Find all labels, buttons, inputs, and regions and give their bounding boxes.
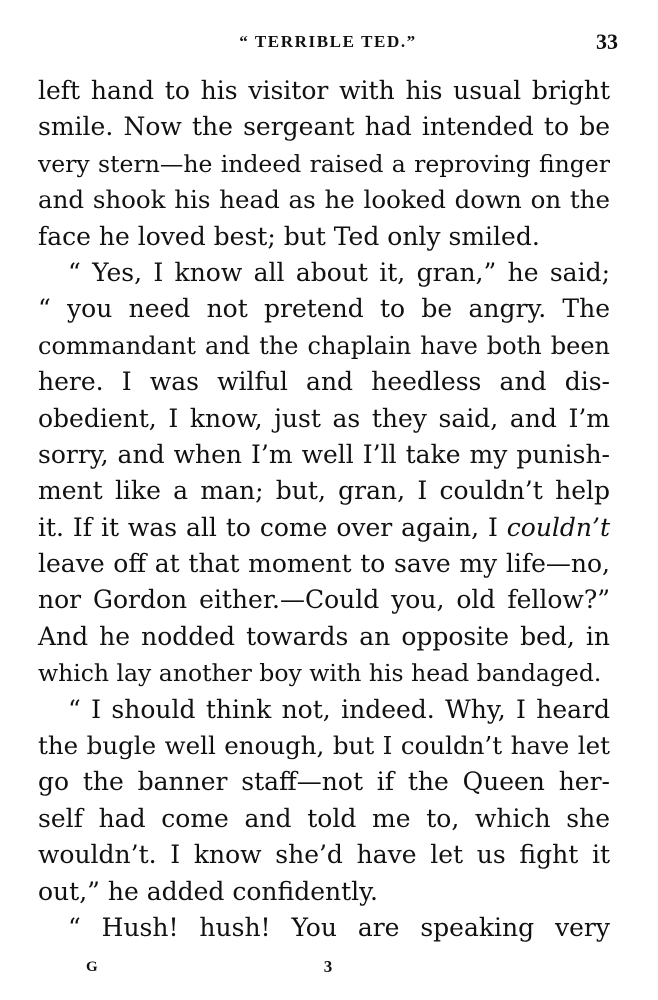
text-line: “ Yes, I know all about it, gran,” he said; — [68, 257, 610, 287]
page-footer — [38, 955, 618, 985]
running-title: “ TERRIBLE TED.” — [239, 32, 417, 51]
text-line: go the banner staff—not if the Queen her- — [38, 767, 610, 797]
page-number: 33 — [596, 29, 618, 54]
text-line: “ I should think not, indeed. Why, I heard — [68, 694, 610, 724]
text-line: self had come and told me to, which she — [38, 803, 610, 833]
text-line: And he nodded towards an opposite bed, in — [38, 621, 610, 651]
text-line: nor Gordon either.—Could you, old fellow?” — [38, 585, 610, 615]
text-line: obedient, I know, just as they said, and I’m — [38, 403, 610, 433]
text-line: commandant and the chaplain have both been — [38, 331, 610, 360]
text-line: leave off at that moment to save my life—no, — [38, 549, 610, 579]
text-line: and shook his head as he looked down on the — [38, 185, 610, 215]
signature-letter: G — [86, 959, 98, 975]
text-line: left hand to his visitor with his usual bright — [38, 76, 610, 105]
text-line: smile. Now the sergeant had intended to be — [38, 112, 610, 142]
text-line: sorry, and when I’m well I’ll take my punish- — [38, 439, 610, 469]
italic-word: couldn’t — [506, 512, 611, 542]
text-line: “ Hush! hush! You are speaking very — [68, 912, 610, 942]
body-text — [38, 73, 610, 946]
text-line: the bugle well enough, but I couldn’t have let — [38, 731, 610, 761]
text-line: very stern—he indeed raised a reproving finger — [38, 149, 610, 178]
page-header — [38, 24, 618, 58]
text-line: out,” he added confidently. — [38, 876, 378, 906]
text-line-with-italic — [38, 510, 610, 546]
text-line: ment like a man; but, gran, I couldn’t help — [38, 476, 610, 506]
signature-number: 3 — [323, 957, 333, 976]
text-line: which lay another boy with his head bandaged. — [38, 659, 602, 688]
text-line: here. I was wilful and heedless and dis- — [38, 367, 610, 397]
text-line: face he loved best; but Ted only smiled. — [38, 221, 540, 251]
text-line: “ you need not pretend to be angry. The — [38, 294, 610, 324]
text-segment: it. If it was all to come over again, I — [38, 512, 498, 542]
text-line: wouldn’t. I know she’d have let us fight it — [38, 840, 610, 870]
